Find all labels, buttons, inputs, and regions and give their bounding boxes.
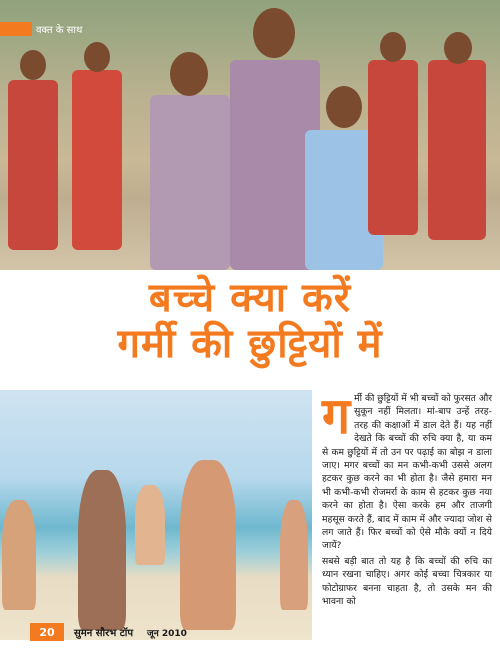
headline [0, 275, 500, 385]
photo-figure [72, 70, 122, 250]
photo-figure [368, 60, 418, 235]
headline-line-1: बच्चे क्या करें [148, 275, 352, 321]
beach-family-photo [0, 390, 312, 640]
page-footer [0, 623, 312, 641]
section-tag-label: वक्त के साथ [36, 25, 83, 36]
photo-figure [180, 460, 236, 630]
section-tag [0, 22, 82, 36]
magazine-name: सुमन सौरभ टॉप [74, 628, 134, 639]
article-body [322, 387, 492, 611]
photo-figure-head [170, 52, 208, 96]
photo-figure-head [444, 32, 472, 64]
photo-figure-head [84, 42, 110, 72]
photo-figure [78, 470, 126, 630]
page-number: 20 [30, 623, 64, 641]
section-tag-bar [0, 22, 32, 36]
headline-line-2: गर्मी की छुट्टियों में [117, 321, 383, 367]
article-paragraph: र्मी की छुट्टियों में भी बच्चों को फुरसत और सुकून नहीं मिलता। मां-बाप उन्हें तरह-तरह की कक्षाओं में डाल देते हैं। यह नहीं देखते कि बच्चों की रुचि क्या है, या कम से कम छुट्टियों में तो उन पर पढ़ाई का बोझ न डाला जाए। मगर बच्चों का मन कभी-कभी उससे अलग हटकर कुछ करने का भी होता है। जैसे हमारा मन भी कभी-कभी रोजमर्रा के काम से हटकर कुछ नया करने का होता है। ऐसा करके हम और ताजगी महसूस करते हैं, बाद में काम में और ज्यादा जोश से लग जाते हैं। फिर बच्चों को ऐसे मौके क्यों न दिये जायें? [322, 393, 492, 552]
photo-figure-head [380, 32, 406, 62]
photo-figure-head [20, 50, 46, 80]
photo-figure [280, 500, 308, 610]
article-paragraph: सबसे बड़ी बात तो यह है कि बच्चों की रुचि का ध्यान रखना चाहिए। अगर कोई बच्चा चित्रकार या फोटोग्राफर बनना चाहता है, तो उसके मन की भावना को [322, 555, 492, 608]
photo-figure [135, 485, 165, 565]
photo-figure [428, 60, 486, 240]
photo-figure [150, 95, 230, 270]
issue-date: जून 2010 [147, 628, 187, 639]
photo-figure-head [326, 86, 362, 128]
cover-photo-schoolchildren [0, 0, 500, 270]
photo-figure [8, 80, 58, 250]
photo-figure [2, 500, 36, 610]
article-dropcap: ग [322, 387, 351, 445]
photo-figure-head [253, 8, 295, 58]
